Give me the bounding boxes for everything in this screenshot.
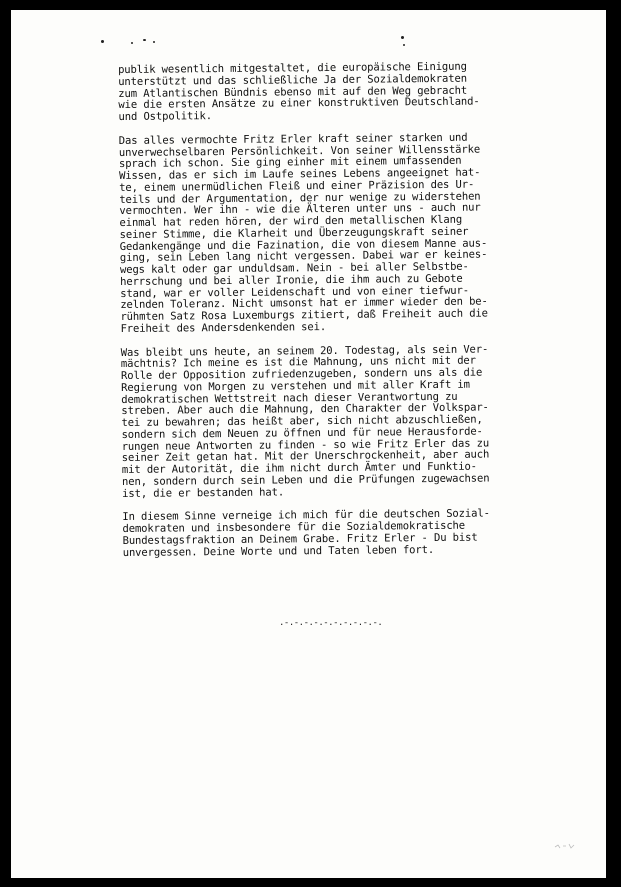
text-line: Wissen, das er sich im Laufe seines Lebens angeeignet hat- — [119, 166, 481, 182]
text-line: rungen neue Antworten zu finden - so wie Fritz Erler das zu — [121, 436, 490, 453]
scan-speck — [131, 42, 133, 44]
text-line: unterstützt und das schließliche Ja der Sozialdemokraten — [118, 72, 467, 88]
scan-speck — [101, 40, 104, 43]
text-line: te, einem unermüdlichen Fleiß und einer Präzision des Ur- — [119, 178, 475, 194]
scan-speck — [401, 36, 404, 39]
paragraph-1 — [118, 61, 574, 124]
scan-speck — [153, 41, 155, 43]
text-line: sondern sich dem Neuen zu öffnen und für neue Herausforde- — [121, 425, 483, 441]
text-line: demokraten und insbesondere für die Sozialdemokratische — [122, 519, 466, 535]
text-line: Was bleibt uns heute, an seinem 20. Todestag, als sein Ver- — [120, 342, 489, 359]
text-line: streben. Aber auch die Mahnung, den Charakter der Volkspar- — [121, 401, 489, 418]
text-line: mächtnis? Ich meine es ist die Mahnung, uns nicht mit der — [120, 354, 476, 371]
closing-separator: .-.-.-.-.-.-.-.-.-.-. — [279, 618, 383, 628]
text-line: wie die ersten Ansätze zu einer konstruktiven Deutschland- — [118, 95, 480, 112]
text-line: unverwechselbaren Persönlichkeit. Von seiner Willensstärke — [118, 143, 481, 159]
letter-body — [118, 61, 578, 572]
text-line: ist, die er bestanden hat. — [122, 485, 285, 500]
text-line: sprach ich schon. Sie ging einher mit einem umfassenden — [118, 154, 462, 171]
text-line: Gedankengänge und die Fazination, die von diesem Manne aus- — [119, 236, 488, 253]
scan-speck — [143, 39, 146, 41]
text-line: Regierung von Morgen zu verstehen und mit aller Kraft im — [121, 378, 470, 394]
text-line: Bundestagsfraktion an Deinem Grabe. Fritz Erler - Du bist — [122, 531, 478, 547]
text-line: seiner Zeit getan hat. Mit der Unerschrockenheit, aber auch — [121, 448, 490, 465]
text-line: herrschung und bei aller Ironie, die ihm auch zu Gebote — [120, 272, 463, 288]
text-line: In diesem Sinne verneige ich mich für die deutschen Sozial- — [122, 507, 490, 524]
document-page — [11, 10, 606, 878]
text-line: mit der Autorität, die ihm nicht durch Ämter und Funktio- — [121, 460, 477, 476]
paragraph-2 — [119, 131, 576, 335]
paragraph-4 — [122, 508, 577, 559]
scan-speck — [403, 44, 405, 46]
text-line: teils und der Argumentation, der nur wenige zu widerstehen — [119, 190, 481, 206]
text-line: stand, war er voller Leidenschaft und von einer tiefwur- — [120, 284, 470, 300]
text-line: wegs kalt oder gar unduldsam. Nein - bei aller Selbstbe- — [119, 260, 469, 276]
scan-specks — [101, 36, 421, 50]
paragraph-3 — [121, 343, 577, 500]
text-line: publik wesentlich mitgestaltet, die europäische Einigung — [117, 60, 467, 76]
text-line: tei zu bewahren; das heißt aber, sich nicht abzuschließen, — [121, 413, 483, 429]
text-line: zelnden Toleranz. Nicht umsonst hat er immer wieder den be- — [120, 295, 488, 312]
text-line: nen, sondern durch sein Leben und die Prüfungen zugewachsen — [121, 472, 490, 488]
text-line: Das alles vermochte Fritz Erler kraft seiner starken und — [118, 131, 468, 147]
text-line: rühmten Satz Rosa Luxemburgs zitiert, daß Freiheit auch die — [120, 307, 488, 323]
text-line: einmal hat reden hören, der wird den metallischen Klang — [119, 213, 463, 229]
text-line: ging, sein Leben lang nicht vergessen. Dabei war er keines- — [119, 248, 488, 265]
text-line: unvergessen. Deine Worte und und Taten leben fort. — [122, 543, 435, 559]
text-line: und Ostpolitik. — [118, 110, 212, 123]
text-line: demokratischen Wettstreit nach dieser Verantwortung zu — [121, 390, 458, 406]
text-line: Rolle der Opposition zufriedenzugeben, sondern uns als die — [120, 366, 483, 382]
text-line: zum Atlantischen Bündnis ebenso mit auf den Weg gebracht — [118, 84, 468, 100]
text-line: vermochten. Wer ihn - wie die Älteren unter uns - auch nur — [119, 201, 481, 218]
scan-noise-mark — [554, 842, 576, 850]
text-line: seiner Stimme, die Klarheit und Überzeugungskraft seiner — [119, 225, 469, 241]
text-line: Freiheit des Andersdenkenden sei. — [120, 320, 327, 335]
